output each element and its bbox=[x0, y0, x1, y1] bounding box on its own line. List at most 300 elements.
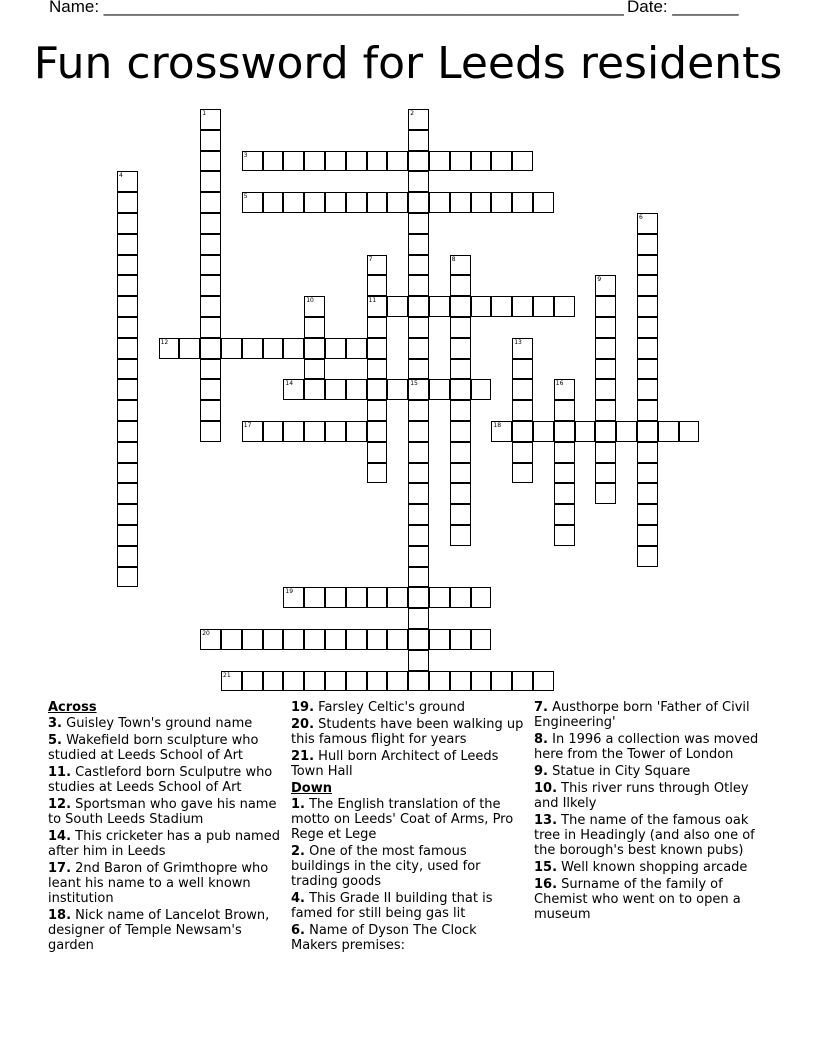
grid-cell[interactable] bbox=[637, 421, 658, 442]
clue-number: 20 bbox=[202, 630, 210, 637]
grid-cell[interactable] bbox=[408, 296, 429, 317]
grid-cell[interactable] bbox=[367, 671, 388, 692]
grid-cell[interactable] bbox=[367, 442, 388, 463]
grid-cell[interactable] bbox=[450, 442, 471, 463]
grid-cell[interactable] bbox=[117, 317, 138, 338]
clue-item-text: Surname of the family of Chemist who went on to open a museum bbox=[534, 877, 741, 922]
grid-cell[interactable] bbox=[117, 463, 138, 484]
grid-cell[interactable] bbox=[512, 442, 533, 463]
grid-cell[interactable] bbox=[554, 400, 575, 421]
grid-cell[interactable] bbox=[325, 629, 346, 650]
clue-item-text: Guisley Town's ground name bbox=[61, 716, 253, 731]
grid-cell[interactable] bbox=[450, 192, 471, 213]
grid-cell[interactable] bbox=[200, 421, 221, 442]
grid-cell[interactable] bbox=[304, 629, 325, 650]
grid-cell[interactable] bbox=[512, 359, 533, 380]
grid-cell[interactable] bbox=[533, 671, 554, 692]
grid-cell[interactable] bbox=[117, 234, 138, 255]
grid-cell[interactable] bbox=[491, 192, 512, 213]
grid-cell[interactable] bbox=[408, 192, 429, 213]
grid-cell[interactable] bbox=[387, 671, 408, 692]
grid-cell[interactable] bbox=[367, 400, 388, 421]
clue-number: 6 bbox=[639, 214, 643, 221]
grid-cell[interactable] bbox=[367, 421, 388, 442]
grid-cell[interactable] bbox=[637, 296, 658, 317]
grid-cell[interactable] bbox=[533, 421, 554, 442]
clue-number: 18 bbox=[493, 422, 502, 429]
clue-number: 11 bbox=[368, 297, 377, 305]
grid-cell[interactable] bbox=[159, 338, 180, 359]
clue-item bbox=[534, 877, 770, 922]
clue-item bbox=[291, 797, 527, 842]
grid-cell[interactable] bbox=[637, 338, 658, 359]
grid-cell[interactable] bbox=[304, 421, 325, 442]
clue-item-text: Statue in City Square bbox=[547, 764, 691, 779]
grid-cell[interactable] bbox=[387, 629, 408, 650]
grid-cell[interactable] bbox=[263, 338, 284, 359]
grid-cell[interactable] bbox=[616, 421, 637, 442]
clue-item-number: 11. bbox=[48, 765, 72, 780]
clue-item-text: 2nd Baron of Grimthopre who leant his name to a well known institution bbox=[48, 861, 269, 906]
clue-item bbox=[291, 844, 527, 889]
grid-cell[interactable] bbox=[595, 400, 616, 421]
clue-number: 3 bbox=[243, 151, 248, 159]
grid-cell[interactable] bbox=[263, 421, 284, 442]
grid-cell[interactable] bbox=[429, 192, 450, 213]
grid-cell[interactable] bbox=[325, 379, 346, 400]
grid-cell[interactable] bbox=[595, 483, 616, 504]
grid-cell[interactable] bbox=[200, 317, 221, 338]
grid-cell[interactable] bbox=[117, 192, 138, 213]
grid-cell[interactable] bbox=[429, 379, 450, 400]
grid-cell[interactable] bbox=[200, 255, 221, 276]
grid-cell[interactable] bbox=[450, 275, 471, 296]
clue-item-number: 9. bbox=[534, 764, 548, 779]
clue-number: 14 bbox=[285, 380, 294, 388]
grid-cell[interactable] bbox=[242, 192, 263, 213]
grid-cell[interactable] bbox=[595, 379, 616, 400]
grid-cell[interactable] bbox=[200, 400, 221, 421]
grid-cell[interactable] bbox=[637, 483, 658, 504]
grid-cell[interactable] bbox=[491, 151, 512, 172]
grid-cell[interactable] bbox=[637, 234, 658, 255]
grid-cell[interactable] bbox=[471, 629, 492, 650]
clues-column-2 bbox=[291, 700, 527, 955]
grid-cell[interactable] bbox=[471, 192, 492, 213]
grid-cell[interactable] bbox=[408, 379, 429, 400]
clue-number: 13 bbox=[514, 338, 522, 346]
grid-cell[interactable] bbox=[512, 296, 533, 317]
grid-cell[interactable] bbox=[408, 567, 429, 588]
grid-cell[interactable] bbox=[304, 192, 325, 213]
grid-cell[interactable] bbox=[658, 421, 679, 442]
clue-number: 2 bbox=[410, 110, 415, 117]
grid-cell[interactable] bbox=[637, 546, 658, 567]
grid-cell[interactable] bbox=[200, 109, 221, 130]
grid-cell[interactable] bbox=[429, 151, 450, 172]
grid-cell[interactable] bbox=[471, 379, 492, 400]
clue-number: 7 bbox=[368, 255, 373, 263]
grid-cell[interactable] bbox=[450, 587, 471, 608]
grid-cell[interactable] bbox=[304, 338, 325, 359]
grid-cell[interactable] bbox=[450, 317, 471, 338]
grid-cell[interactable] bbox=[367, 338, 388, 359]
grid-cell[interactable] bbox=[554, 525, 575, 546]
grid-cell[interactable] bbox=[346, 379, 367, 400]
clue-list bbox=[291, 700, 527, 779]
grid-cell[interactable] bbox=[387, 379, 408, 400]
grid-cell[interactable] bbox=[408, 463, 429, 484]
grid-cell[interactable] bbox=[450, 421, 471, 442]
grid-cell[interactable] bbox=[491, 296, 512, 317]
grid-cell[interactable] bbox=[429, 629, 450, 650]
grid-cell[interactable] bbox=[637, 359, 658, 380]
grid-cell[interactable] bbox=[283, 671, 304, 692]
clue-item-number: 8. bbox=[534, 732, 548, 747]
grid-cell[interactable] bbox=[450, 255, 471, 276]
grid-cell[interactable] bbox=[533, 296, 554, 317]
grid-cell[interactable] bbox=[387, 587, 408, 608]
grid-cell[interactable] bbox=[595, 317, 616, 338]
grid-cell[interactable] bbox=[117, 171, 138, 192]
grid-cell[interactable] bbox=[595, 275, 616, 296]
grid-cell[interactable] bbox=[117, 525, 138, 546]
grid-cell[interactable] bbox=[283, 192, 304, 213]
grid-cell[interactable] bbox=[367, 629, 388, 650]
grid-cell[interactable] bbox=[471, 296, 492, 317]
grid-cell[interactable] bbox=[367, 192, 388, 213]
grid-cell[interactable] bbox=[346, 338, 367, 359]
grid-cell[interactable] bbox=[387, 151, 408, 172]
clue-item bbox=[48, 765, 284, 795]
grid-cell[interactable] bbox=[679, 421, 700, 442]
grid-cell[interactable] bbox=[117, 504, 138, 525]
grid-cell[interactable] bbox=[408, 275, 429, 296]
grid-cell[interactable] bbox=[512, 400, 533, 421]
grid-cell[interactable] bbox=[637, 463, 658, 484]
clue-item bbox=[534, 860, 770, 875]
grid-cell[interactable] bbox=[117, 296, 138, 317]
clue-item-text: This cricketer has a pub named after him in Leeds bbox=[48, 829, 280, 859]
grid-cell[interactable] bbox=[637, 317, 658, 338]
grid-cell[interactable] bbox=[200, 629, 221, 650]
grid-cell[interactable] bbox=[408, 483, 429, 504]
grid-cell[interactable] bbox=[283, 151, 304, 172]
grid-cell[interactable] bbox=[595, 442, 616, 463]
grid-cell[interactable] bbox=[429, 296, 450, 317]
grid-cell[interactable] bbox=[200, 275, 221, 296]
grid-cell[interactable] bbox=[367, 151, 388, 172]
grid-cell[interactable] bbox=[595, 359, 616, 380]
grid-cell[interactable] bbox=[491, 421, 512, 442]
grid-cell[interactable] bbox=[367, 275, 388, 296]
clue-item-number: 17. bbox=[48, 861, 72, 876]
grid-cell[interactable] bbox=[325, 192, 346, 213]
grid-cell[interactable] bbox=[471, 671, 492, 692]
grid-cell[interactable] bbox=[304, 359, 325, 380]
grid-cell[interactable] bbox=[512, 379, 533, 400]
grid-cell[interactable] bbox=[408, 338, 429, 359]
grid-cell[interactable] bbox=[595, 421, 616, 442]
grid-cell[interactable] bbox=[408, 151, 429, 172]
clue-item bbox=[291, 717, 527, 747]
name-field-label: Name: _______________________________________________________ bbox=[49, 0, 624, 16]
grid-cell[interactable] bbox=[117, 442, 138, 463]
grid-cell[interactable] bbox=[325, 587, 346, 608]
grid-cell[interactable] bbox=[200, 379, 221, 400]
grid-cell[interactable] bbox=[554, 504, 575, 525]
grid-cell[interactable] bbox=[325, 671, 346, 692]
grid-cell[interactable] bbox=[242, 151, 263, 172]
grid-cell[interactable] bbox=[283, 338, 304, 359]
clue-item bbox=[534, 732, 770, 762]
clue-number: 4 bbox=[119, 172, 123, 180]
clue-list bbox=[534, 700, 770, 922]
grid-cell[interactable] bbox=[512, 463, 533, 484]
grid-cell[interactable] bbox=[450, 400, 471, 421]
grid-cell[interactable] bbox=[512, 421, 533, 442]
grid-cell[interactable] bbox=[450, 338, 471, 359]
clue-item-number: 5. bbox=[48, 733, 62, 748]
grid-cell[interactable] bbox=[408, 525, 429, 546]
grid-cell[interactable] bbox=[304, 671, 325, 692]
grid-cell[interactable] bbox=[554, 379, 575, 400]
grid-cell[interactable] bbox=[242, 421, 263, 442]
grid-cell[interactable] bbox=[304, 317, 325, 338]
grid-cell[interactable] bbox=[637, 275, 658, 296]
grid-cell[interactable] bbox=[221, 671, 242, 692]
grid-cell[interactable] bbox=[200, 130, 221, 151]
clue-item-text: Students have been walking up this famous flight for years bbox=[291, 717, 524, 747]
grid-cell[interactable] bbox=[387, 192, 408, 213]
grid-cell[interactable] bbox=[408, 650, 429, 671]
grid-cell[interactable] bbox=[471, 151, 492, 172]
grid-cell[interactable] bbox=[429, 671, 450, 692]
grid-cell[interactable] bbox=[387, 296, 408, 317]
grid-cell[interactable] bbox=[554, 442, 575, 463]
clue-item-text: Sportsman who gave his name to South Leeds Stadium bbox=[48, 797, 277, 827]
clue-number: 12 bbox=[160, 338, 169, 346]
grid-cell[interactable] bbox=[595, 296, 616, 317]
grid-cell[interactable] bbox=[200, 296, 221, 317]
grid-cell[interactable] bbox=[367, 587, 388, 608]
grid-cell[interactable] bbox=[408, 359, 429, 380]
grid-cell[interactable] bbox=[491, 671, 512, 692]
grid-cell[interactable] bbox=[117, 567, 138, 588]
grid-cell[interactable] bbox=[408, 671, 429, 692]
clue-item-text: This river runs through Otley and Ilkely bbox=[534, 781, 749, 811]
grid-cell[interactable] bbox=[117, 359, 138, 380]
grid-cell[interactable] bbox=[242, 671, 263, 692]
grid-cell[interactable] bbox=[200, 338, 221, 359]
clue-number: 8 bbox=[451, 255, 456, 263]
grid-cell[interactable] bbox=[179, 338, 200, 359]
grid-cell[interactable] bbox=[200, 151, 221, 172]
grid-cell[interactable] bbox=[200, 213, 221, 234]
clue-list bbox=[291, 797, 527, 953]
grid-cell[interactable] bbox=[200, 359, 221, 380]
grid-cell[interactable] bbox=[408, 171, 429, 192]
grid-cell[interactable] bbox=[450, 296, 471, 317]
grid-cell[interactable] bbox=[554, 463, 575, 484]
grid-cell[interactable] bbox=[346, 671, 367, 692]
clue-item-text: Nick name of Lancelot Brown, designer of Temple Newsam's garden bbox=[48, 908, 270, 953]
grid-cell[interactable] bbox=[512, 192, 533, 213]
grid-cell[interactable] bbox=[304, 296, 325, 317]
grid-cell[interactable] bbox=[346, 421, 367, 442]
clue-item-number: 20. bbox=[291, 717, 315, 732]
grid-cell[interactable] bbox=[408, 255, 429, 276]
grid-cell[interactable] bbox=[450, 151, 471, 172]
grid-cell[interactable] bbox=[450, 525, 471, 546]
grid-cell[interactable] bbox=[408, 608, 429, 629]
grid-cell[interactable] bbox=[429, 587, 450, 608]
grid-cell[interactable] bbox=[367, 359, 388, 380]
grid-cell[interactable] bbox=[325, 338, 346, 359]
grid-cell[interactable] bbox=[450, 504, 471, 525]
grid-cell[interactable] bbox=[117, 338, 138, 359]
clue-number: 15 bbox=[410, 380, 418, 388]
grid-cell[interactable] bbox=[283, 629, 304, 650]
clue-item bbox=[534, 813, 770, 858]
clues-column-1 bbox=[48, 700, 284, 955]
grid-cell[interactable] bbox=[408, 442, 429, 463]
grid-cell[interactable] bbox=[117, 483, 138, 504]
grid-cell[interactable] bbox=[283, 587, 304, 608]
clue-item-number: 13. bbox=[534, 813, 558, 828]
clue-item bbox=[48, 797, 284, 827]
clue-item-text: Castleford born Sculputre who studies at Leeds School of Art bbox=[48, 765, 273, 795]
clue-number: 5 bbox=[243, 193, 248, 201]
grid-cell[interactable] bbox=[408, 213, 429, 234]
grid-cell[interactable] bbox=[117, 379, 138, 400]
grid-cell[interactable] bbox=[346, 629, 367, 650]
grid-cell[interactable] bbox=[554, 421, 575, 442]
clue-item bbox=[534, 781, 770, 811]
clue-item-number: 19. bbox=[291, 700, 315, 715]
grid-cell[interactable] bbox=[117, 213, 138, 234]
grid-cell[interactable] bbox=[637, 255, 658, 276]
grid-cell[interactable] bbox=[263, 671, 284, 692]
grid-cell[interactable] bbox=[575, 421, 596, 442]
grid-cell[interactable] bbox=[408, 109, 429, 130]
grid-cell[interactable] bbox=[325, 421, 346, 442]
grid-cell[interactable] bbox=[512, 671, 533, 692]
grid-cell[interactable] bbox=[450, 671, 471, 692]
clue-item bbox=[291, 700, 527, 715]
grid-cell[interactable] bbox=[367, 317, 388, 338]
grid-cell[interactable] bbox=[471, 587, 492, 608]
grid-cell[interactable] bbox=[263, 629, 284, 650]
grid-cell[interactable] bbox=[117, 275, 138, 296]
grid-cell[interactable] bbox=[346, 587, 367, 608]
grid-cell[interactable] bbox=[595, 338, 616, 359]
grid-cell[interactable] bbox=[554, 296, 575, 317]
clue-item-text: Wakefield born sculpture who studied at Leeds School of Art bbox=[48, 733, 259, 763]
grid-cell[interactable] bbox=[637, 379, 658, 400]
grid-cell[interactable] bbox=[200, 234, 221, 255]
clue-item-text: Farsley Celtic's ground bbox=[314, 700, 465, 715]
grid-cell[interactable] bbox=[637, 213, 658, 234]
grid-cell[interactable] bbox=[304, 151, 325, 172]
grid-cell[interactable] bbox=[408, 130, 429, 151]
grid-cell[interactable] bbox=[117, 255, 138, 276]
clue-item-number: 10. bbox=[534, 781, 558, 796]
clue-number: 1 bbox=[202, 110, 207, 117]
grid-cell[interactable] bbox=[263, 192, 284, 213]
grid-cell[interactable] bbox=[450, 463, 471, 484]
grid-cell[interactable] bbox=[554, 483, 575, 504]
grid-cell[interactable] bbox=[450, 359, 471, 380]
clue-item bbox=[291, 749, 527, 779]
grid-cell[interactable] bbox=[512, 151, 533, 172]
grid-cell[interactable] bbox=[450, 379, 471, 400]
grid-cell[interactable] bbox=[200, 192, 221, 213]
grid-cell[interactable] bbox=[512, 338, 533, 359]
grid-cell[interactable] bbox=[408, 504, 429, 525]
grid-cell[interactable] bbox=[117, 421, 138, 442]
clue-item-number: 6. bbox=[291, 923, 305, 938]
clue-number: 10 bbox=[306, 297, 314, 305]
clue-item-text: In 1996 a collection was moved here from the Tower of London bbox=[534, 732, 759, 762]
grid-cell[interactable] bbox=[408, 317, 429, 338]
grid-cell[interactable] bbox=[637, 504, 658, 525]
clues-column-3 bbox=[534, 700, 770, 924]
grid-cell[interactable] bbox=[346, 151, 367, 172]
grid-cell[interactable] bbox=[595, 463, 616, 484]
grid-cell[interactable] bbox=[221, 629, 242, 650]
clue-item-text: Well known shopping arcade bbox=[557, 860, 748, 875]
clue-item-text: The English translation of the motto on Leeds' Coat of Arms, Pro Rege et Lege bbox=[291, 797, 514, 842]
grid-cell[interactable] bbox=[450, 629, 471, 650]
clue-number: 16 bbox=[555, 380, 564, 388]
grid-cell[interactable] bbox=[242, 629, 263, 650]
grid-cell[interactable] bbox=[367, 379, 388, 400]
grid-cell[interactable] bbox=[117, 546, 138, 567]
grid-cell[interactable] bbox=[117, 400, 138, 421]
grid-cell[interactable] bbox=[367, 463, 388, 484]
grid-cell[interactable] bbox=[408, 421, 429, 442]
across-heading: Across bbox=[48, 700, 97, 715]
grid-cell[interactable] bbox=[408, 234, 429, 255]
grid-cell[interactable] bbox=[637, 400, 658, 421]
grid-cell[interactable] bbox=[408, 629, 429, 650]
clue-item bbox=[534, 700, 770, 730]
grid-cell[interactable] bbox=[283, 421, 304, 442]
grid-cell[interactable] bbox=[221, 338, 242, 359]
grid-cell[interactable] bbox=[367, 255, 388, 276]
grid-cell[interactable] bbox=[408, 546, 429, 567]
grid-cell[interactable] bbox=[367, 296, 388, 317]
grid-cell[interactable] bbox=[346, 192, 367, 213]
grid-cell[interactable] bbox=[533, 192, 554, 213]
grid-cell[interactable] bbox=[283, 379, 304, 400]
grid-cell[interactable] bbox=[325, 151, 346, 172]
grid-cell[interactable] bbox=[408, 587, 429, 608]
grid-cell[interactable] bbox=[637, 525, 658, 546]
grid-cell[interactable] bbox=[304, 587, 325, 608]
clue-item-number: 16. bbox=[534, 877, 558, 892]
grid-cell[interactable] bbox=[637, 442, 658, 463]
grid-cell[interactable] bbox=[200, 171, 221, 192]
clue-item-text: The name of the famous oak tree in Headingly (and also one of the borough's best known pubs) bbox=[534, 813, 755, 858]
grid-cell[interactable] bbox=[450, 483, 471, 504]
grid-cell[interactable] bbox=[304, 379, 325, 400]
grid-cell[interactable] bbox=[263, 151, 284, 172]
clue-number: 21 bbox=[223, 671, 231, 679]
grid-cell[interactable] bbox=[408, 400, 429, 421]
grid-cell[interactable] bbox=[242, 338, 263, 359]
